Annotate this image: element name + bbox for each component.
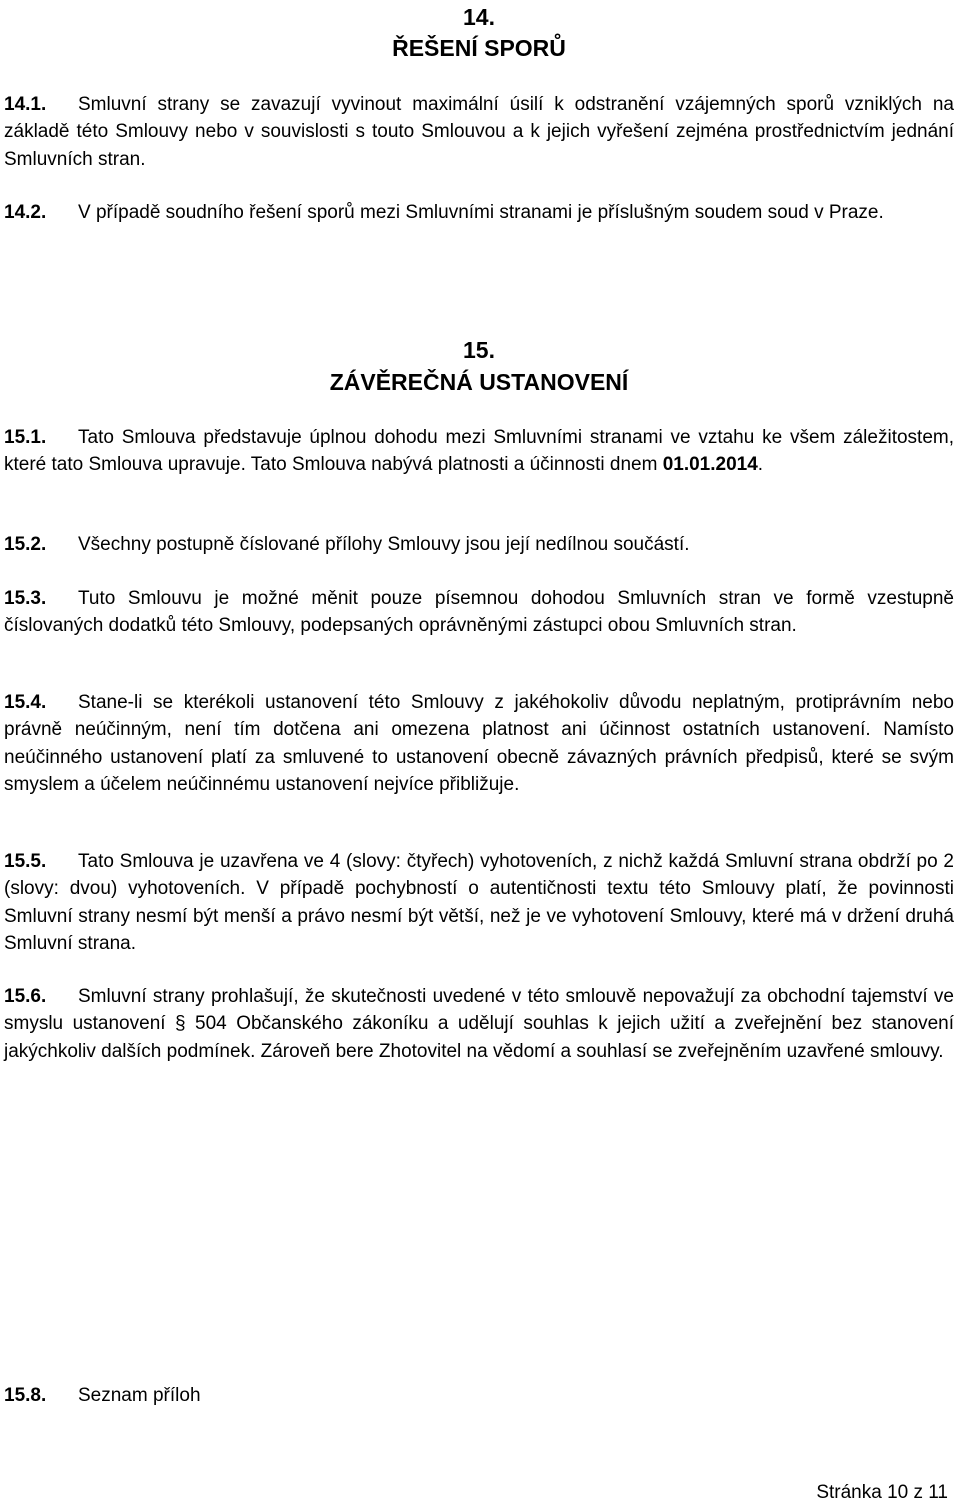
section-15-title: ZÁVĚREČNÁ USTANOVENÍ xyxy=(329,369,629,395)
effective-date: 01.01.2014 xyxy=(662,454,758,476)
clause-number: 15.3. xyxy=(4,588,47,609)
section-14-title: ŘEŠENÍ SPORŮ xyxy=(392,35,566,61)
clause-text: Stane-li se kterékoli ustanovení této Smlouvy z jakéhokoliv důvodu neplatným, protiprávním nebo právně neúčinným, není tím dotčena ani omezena platnost ani účinnost ostatních ustanovení. Namísto neúčinného ustanovení platí za smluvené to ustanovení obecně závazných právních předpisů, které se svým smyslem a účelem neúčinnému ustanovení nejvíce přibližuje. xyxy=(4,692,954,795)
clause-text: V případě soudního řešení sporů mezi Smluvními stranami je příslušným soudem soud v Praze. xyxy=(78,202,884,223)
clause-number: 14.2. xyxy=(4,202,47,223)
clause-number: 15.4. xyxy=(4,692,47,713)
clause-text: Smluvní strany se zavazují vyvinout maximální úsilí k odstranění vzájemných sporů vzniklých na základě této Smlouvy nebo v souvislosti s touto Smlouvou a k jejich vyřešení zejména prostřednictvím jednání Smluvních stran. xyxy=(4,94,954,170)
clause-15-8 xyxy=(4,1382,954,1409)
section-14-number: 14. xyxy=(463,4,495,30)
clause-text: Smluvní strany prohlašují, že skutečnosti uvedené v této smlouvě nepovažují za obchodní tajemství ve smyslu ustanovení § 504 Občanského zákoníku a udělují souhlas k jejich užití a zveřejnění bez stanovení jakýchkoliv dalších podmínek. Zároveň bere Zhotovitel na vědomí a souhlasí se zveřejněním uzavřené smlouvy. xyxy=(4,986,954,1062)
clause-15-1 xyxy=(4,424,954,479)
clause-number: 15.2. xyxy=(4,534,47,555)
clause-15-6 xyxy=(4,983,954,1065)
clause-text-end: . xyxy=(757,454,764,476)
page-number: Stránka 10 z 11 xyxy=(816,1482,948,1503)
clause-text: Tato Smlouva je uzavřena ve 4 (slovy: čtyřech) vyhotoveních, z nichž každá Smluvní strana obdrží po 2 (slovy: dvou) vyhotoveních. V případě pochybností o autentičnosti textu této Smlouvy platí, že povinnosti Smluvní strany nesmí být menší a právo nesmí být větší, než je ve vyhotovení Smlouvy, které má v držení druhá Smluvní strana. xyxy=(4,851,954,954)
document-page xyxy=(4,0,954,1505)
clause-15-5 xyxy=(4,848,954,957)
clause-number: 15.6. xyxy=(4,986,47,1007)
clause-text: Seznam příloh xyxy=(78,1385,201,1406)
clause-number: 15.5. xyxy=(4,851,47,872)
clause-number: 15.8. xyxy=(4,1385,47,1406)
clause-15-3 xyxy=(4,585,954,640)
section-15-number: 15. xyxy=(463,337,495,363)
clause-number: 15.1. xyxy=(4,427,47,448)
clause-number: 14.1. xyxy=(4,94,47,115)
clause-14-1 xyxy=(4,91,954,173)
clause-text: Tato Smlouva představuje úplnou dohodu mezi Smluvními stranami ve vztahu ke všem záležitostem, které tato Smlouva upravuje. Tato Smlouva nabývá platnosti a účinnosti dnem xyxy=(4,427,954,476)
clause-14-2 xyxy=(4,199,954,226)
clause-text: Tuto Smlouvu je možné měnit pouze písemnou dohodou Smluvních stran ve formě vzestupně číslovaných dodatků této Smlouvy, podepsaných oprávněnými zástupci obou Smluvních stran. xyxy=(4,588,954,637)
clause-15-4 xyxy=(4,689,954,798)
clause-text: Všechny postupně číslované přílohy Smlouvy jsou její nedílnou součástí. xyxy=(78,534,690,555)
clause-15-2 xyxy=(4,531,954,558)
